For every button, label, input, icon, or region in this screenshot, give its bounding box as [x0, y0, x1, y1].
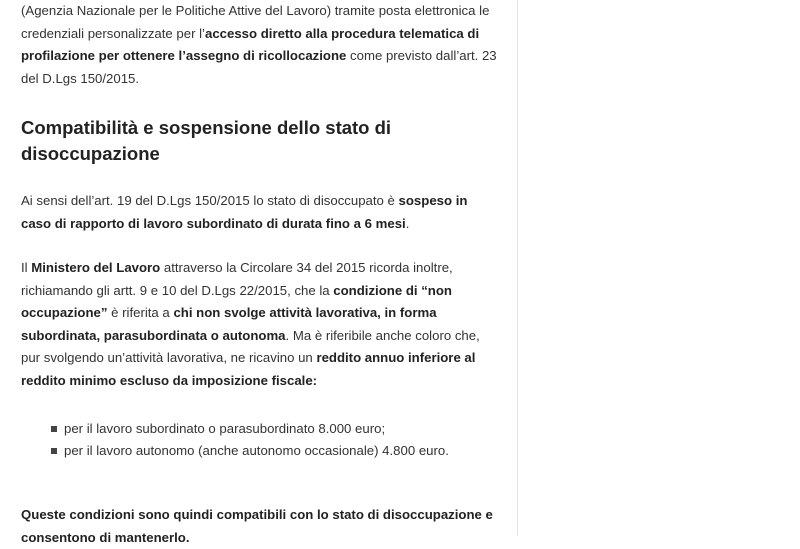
text-span: . Ma è riferibile anche coloro che, pur svolgendo un’attività lavorativa, ne ricavino un	[21, 327, 480, 365]
article-paragraph	[21, 257, 501, 392]
article-content	[21, 0, 501, 549]
article-paragraph	[21, 504, 501, 549]
text-span: .	[405, 215, 410, 231]
bold-text: condizione di “non occupazione”	[21, 282, 452, 320]
bold-text: Queste condizioni sono quindi compatibili con lo stato di disoccupazione e consentono di mantenerlo.	[21, 507, 493, 545]
square-bullet-icon	[51, 448, 57, 454]
text-span: è riferita a	[107, 305, 174, 320]
text-span: Ai sensi dell’art. 19 del D.Lgs 150/2015 lo stato di disoccupato è	[21, 193, 399, 208]
bold-text: Ministero del Lavoro	[31, 260, 161, 275]
bold-text: chi non svolge attività lavorativa, in forma subordinata, parasubordinata o autonoma	[21, 305, 437, 343]
text-span: (Agenzia Nazionale per le Politiche Attive del Lavoro) tramite posta elettronica le credenziali personalizzate per l’	[21, 3, 490, 41]
text-span: attraverso la Circolare 34 del 2015 ricorda inoltre, richiamando gli artt. 9 e 10 del D.Lgs 22/2015, che la	[21, 260, 453, 298]
bold-text: accesso diretto alla procedura telematica di profilazione per ottenere l’assegno di ricollocazione	[21, 25, 480, 63]
text-span: come previsto dall’art. 23 del D.Lgs 150/2015.	[21, 48, 497, 86]
bold-text: reddito annuo inferiore al reddito minimo escluso da imposizione fiscale:	[21, 350, 476, 388]
bold-text: sospeso in caso di rapporto di lavoro subordinato di durata fino a 6 mesi	[21, 193, 468, 231]
section-heading: Compatibilità e sospensione dello stato di disoccupazione	[21, 117, 392, 164]
list-item-text: per il lavoro subordinato o parasubordinato 8.000 euro;	[64, 421, 386, 436]
list-item	[51, 440, 501, 462]
text-span: Il	[21, 260, 32, 275]
list-item	[51, 418, 501, 440]
list-item-text: per il lavoro autonomo (anche autonomo occasionale) 4.800 euro.	[64, 443, 449, 458]
article-paragraph	[21, 190, 501, 235]
square-bullet-icon	[51, 426, 57, 432]
sidebar-divider	[517, 0, 518, 536]
article-paragraph	[21, 0, 501, 90]
income-threshold-list	[21, 418, 501, 462]
